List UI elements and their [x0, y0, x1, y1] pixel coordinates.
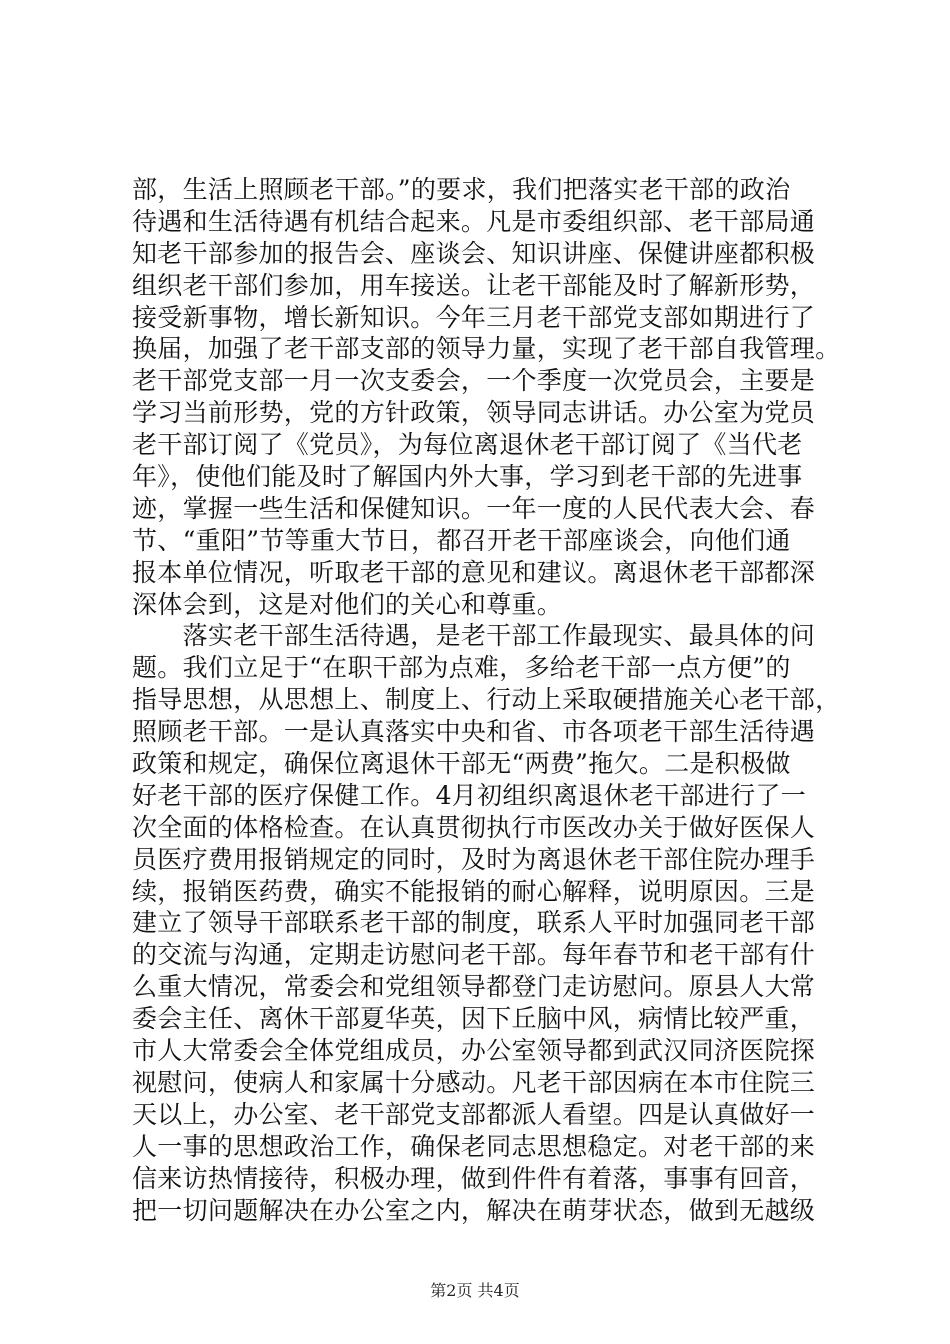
- text-line: 指导思想，从思想上、制度上、行动上采取硬措施关心老干部，: [132, 685, 841, 715]
- text-line: 市人大常委会全体党组成员，办公室领导都到武汉同济医院探: [132, 1036, 816, 1066]
- text-line: 老干部订阅了《党员》，为每位离退休老干部订阅了《当代老: [132, 430, 803, 460]
- text-line: 员医疗费用报销规定的同时，及时为离退休老干部住院办理手: [132, 844, 816, 874]
- text-line: 么重大情况，常委会和党组领导都登门走访慰问。原县人大常: [132, 972, 816, 1002]
- page-number-footer: 第2页 共4页: [430, 1281, 520, 1300]
- text-line: 政策和规定，确保位离退休干部无“两费”拖欠。二是积极做: [132, 749, 791, 779]
- text-line: 人一事的思想政治工作，确保老同志思想稳定。对老干部的来: [132, 1131, 816, 1161]
- text-line: 部，生活上照顾老干部。”的要求，我们把落实老干部的政治: [132, 175, 791, 204]
- text-line: 的交流与沟通，定期走访慰问老干部。每年春节和老干部有什: [132, 940, 816, 970]
- text-line: 组织老干部们参加，用车接送。让老干部能及时了解新形势，: [132, 270, 816, 300]
- text-line: 天以上，办公室、老干部党支部都派人看望。四是认真做好一: [132, 1099, 816, 1129]
- text-line: 视慰问，使病人和家属十分感动。凡老干部因病在本市住院三: [132, 1067, 816, 1097]
- text-line: 建立了领导干部联系老干部的制度，联系人平时加强同老干部: [132, 908, 816, 938]
- text-line: 好老干部的医疗保健工作。4月初组织离退休老干部进行了一: [132, 780, 807, 810]
- text-line: 题。我们立足于“在职干部为点难，多给老干部一点方便”的: [132, 653, 791, 683]
- text-line: 续，报销医药费，确实不能报销的耐心解释，说明原因。三是: [132, 876, 816, 906]
- text-line: 报本单位情况，听取老干部的意见和建议。离退休老干部都深: [132, 557, 816, 587]
- text-line: 委会主任、离休干部夏华英，因下丘脑中风，病情比较严重，: [132, 1004, 816, 1034]
- text-line: 老干部党支部一月一次支委会，一个季度一次党员会，主要是: [132, 366, 816, 396]
- text-line: 知老干部参加的报告会、座谈会、知识讲座、保健讲座都积极: [132, 238, 816, 268]
- text-line: 照顾老干部。一是认真落实中央和省、市各项老干部生活待遇: [132, 717, 816, 747]
- text-line: 节、“重阳”节等重大节日，都召开老干部座谈会，向他们通: [132, 525, 791, 555]
- text-line: 学习当前形势，党的方针政策，领导同志讲话。办公室为党员: [132, 398, 816, 428]
- body-text: [132, 174, 844, 1226]
- text-line: 落实老干部生活待遇，是老干部工作最现实、最具体的问: [132, 621, 816, 651]
- text-line: 把一切问题解决在办公室之内，解决在萌芽状态，做到无越级: [132, 1195, 816, 1225]
- text-line: 换届，加强了老干部支部的领导力量，实现了老干部自我管理。: [132, 334, 841, 364]
- text-line: 年》，使他们能及时了解国内外大事，学习到老干部的先进事: [132, 462, 803, 492]
- text-line: 迹，掌握一些生活和保健知识。一年一度的人民代表大会、春: [132, 493, 816, 523]
- text-line: 深体会到，这是对他们的关心和尊重。: [132, 589, 563, 619]
- text-line: 接受新事物，增长新知识。今年三月老干部党支部如期进行了: [132, 302, 816, 332]
- text-line: 信来访热情接待，积极办理，做到件件有着落，事事有回音，: [132, 1163, 816, 1193]
- text-line: 待遇和生活待遇有机结合起来。凡是市委组织部、老干部局通: [132, 206, 816, 236]
- text-line: 次全面的体格检查。在认真贯彻执行市医改办关于做好医保人: [132, 812, 816, 842]
